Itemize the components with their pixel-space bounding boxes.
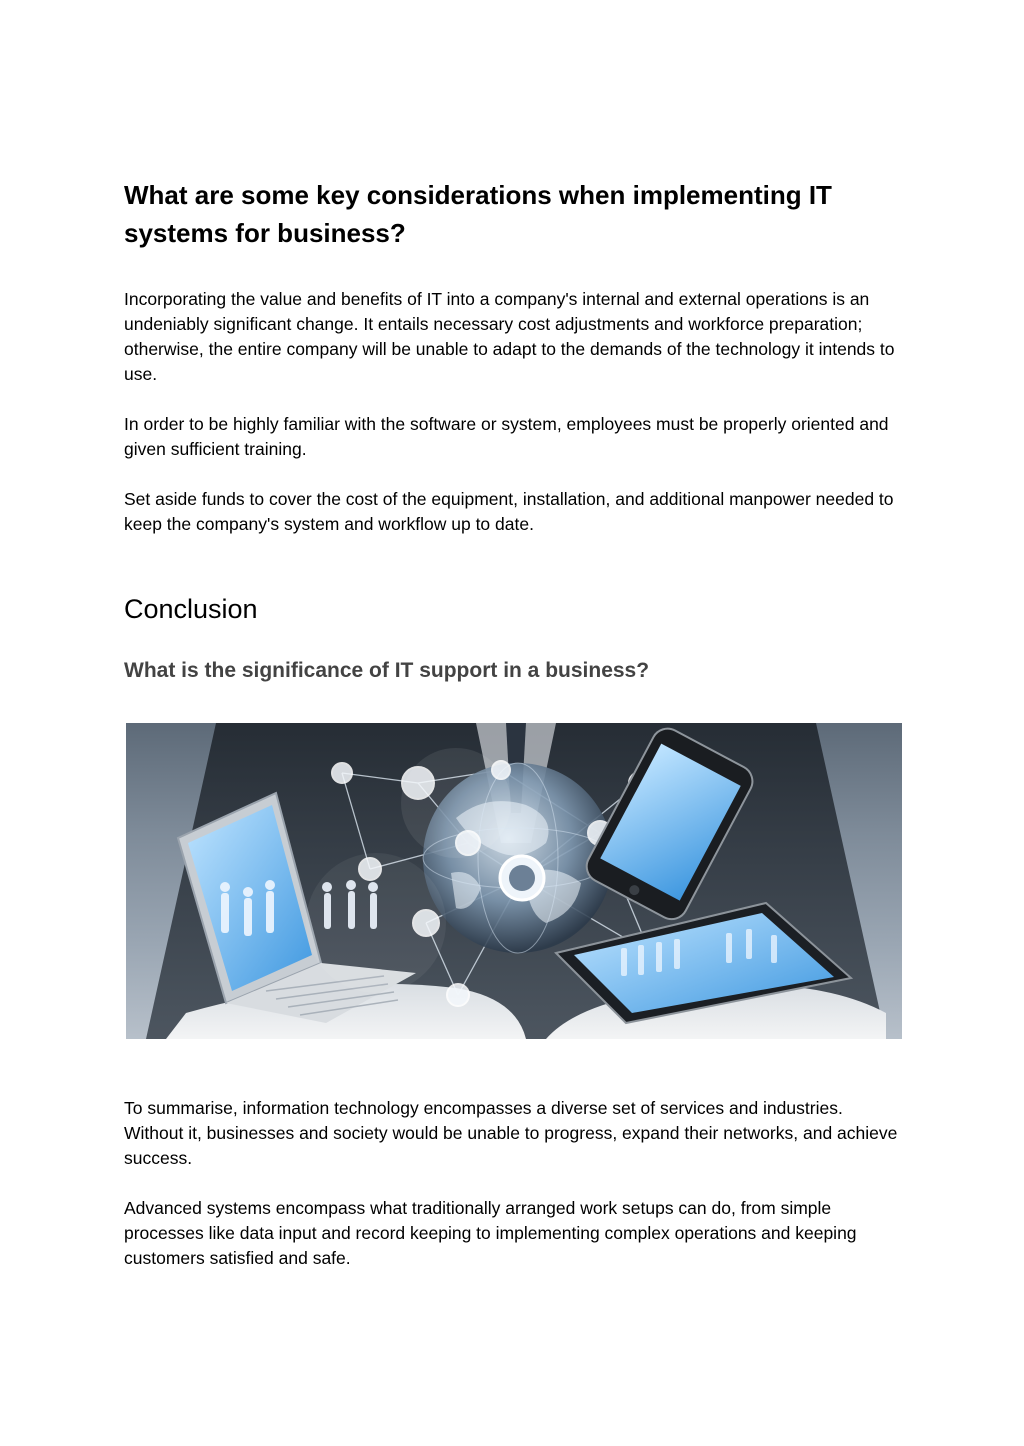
conclusion-heading: Conclusion <box>124 594 258 624</box>
section-heading: What are some key considerations when implementing IT systems for business? <box>124 180 832 248</box>
paragraph: To summarise, information technology encompasses a diverse set of services and industries. Without it, businesses and society would be unable to progress, expand their networks, and achieve success. <box>124 1098 898 1168</box>
it-network-illustration-icon <box>126 723 902 1039</box>
paragraph: Incorporating the value and benefits of IT into a company's internal and external operations is an undeniably significant change. It entails necessary cost adjustments and workforce preparation; otherwise, the entire company will be unable to adapt to the demands of the technology it intends to use. <box>124 289 895 384</box>
conclusion-subheading: What is the significance of IT support in a business? <box>124 659 650 682</box>
paragraph: Set aside funds to cover the cost of the equipment, installation, and additional manpower needed to keep the company's system and workflow up to date. <box>124 489 894 534</box>
paragraph: In order to be highly familiar with the software or system, employees must be properly oriented and given sufficient training. <box>124 414 889 459</box>
paragraph: Advanced systems encompass what traditionally arranged work setups can do, from simple processes like data input and record keeping to implementing complex operations and keeping customers satisfied and safe. <box>124 1198 857 1268</box>
